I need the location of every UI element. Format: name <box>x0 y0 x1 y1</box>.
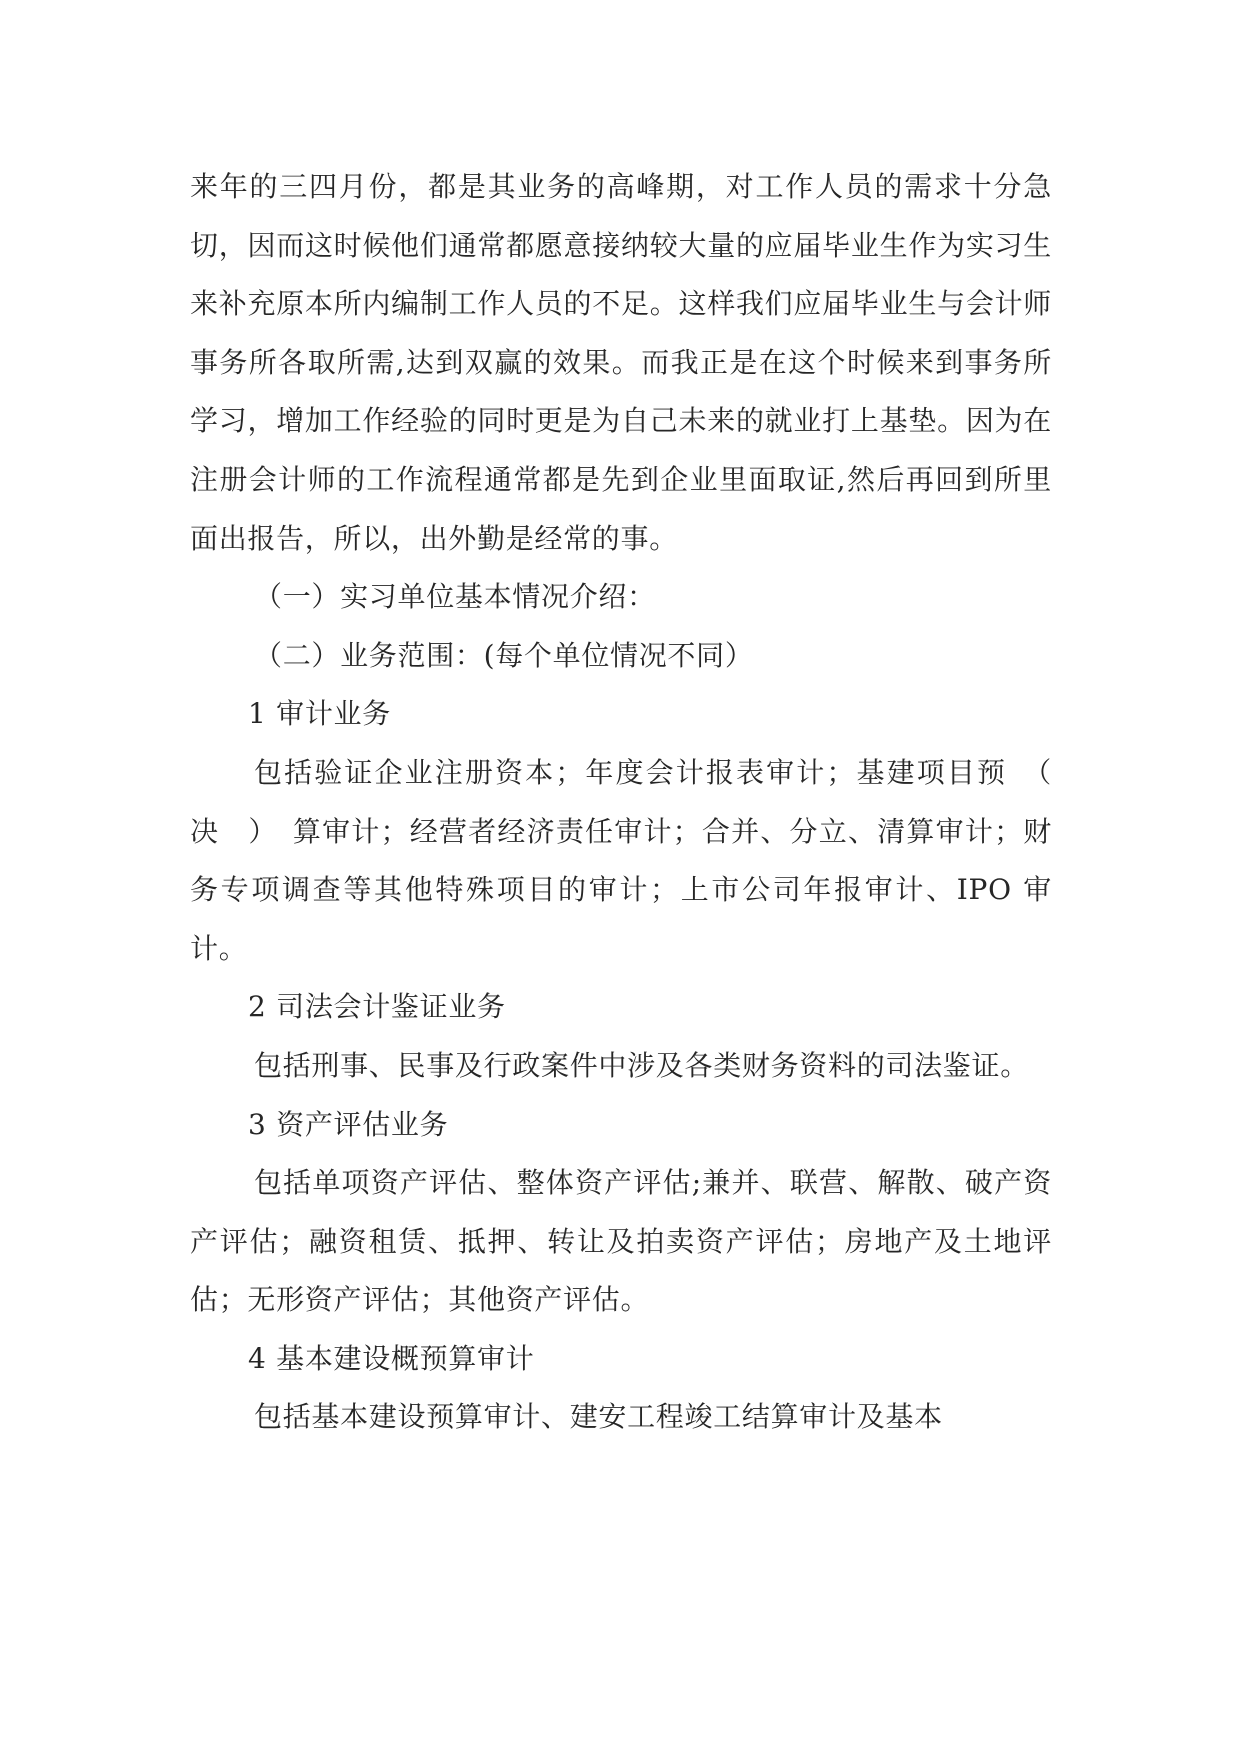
item-asset-eval-body: 包括单项资产评估、整体资产评估;兼并、联营、解散、破产资产评估；融资租赁、抵押、转让及拍卖资产评估；房地产及土地评估；无形资产评估；其他资产评估。 <box>190 1166 1052 1317</box>
item-construction-audit-body: 包括基本建设预算审计、建安工程竣工结算审计及基本 <box>254 1400 943 1434</box>
section-heading-basic-info: （一）实习单位基本情况介绍： <box>254 580 656 614</box>
item-construction-audit-title: 4 基本建设概预算审计 <box>248 1341 535 1375</box>
document-body <box>190 158 1081 1447</box>
item-audit-title: 1 审计业务 <box>248 697 391 731</box>
section-heading-business-scope: （二）业务范围：(每个单位情况不同） <box>254 638 754 672</box>
intro-paragraph: 来年的三四月份，都是其业务的高峰期，对工作人员的需求十分急切，因而这时候他们通常都愿意接纳较大量的应届毕业生作为实习生来补充原本所内编制工作人员的不足。这样我们应届毕业生与会计师事务所各取所需,达到双赢的效果。而我正是在这个时候来到事务所学习，增加工作经验的同时更是为自己未来的就业打上基垫。因为在注册会计师的工作流程通常都是先到企业里面取证,然后再回到所里面出报告，所以，出外勤是经常的事。 <box>190 170 1052 555</box>
item-judicial-body: 包括刑事、民事及行政案件中涉及各类财务资料的司法鉴证。 <box>254 1048 1029 1082</box>
item-judicial-title: 2 司法会计鉴证业务 <box>248 990 506 1024</box>
item-audit-body: 包括验证企业注册资本；年度会计报表审计；基建项目预 （ 决 ） 算审计；经营者经济责任审计；合并、分立、清算审计；财务专项调查等其他特殊项目的审计；上市公司年报审计、IPO 审计。 <box>190 755 1081 965</box>
item-asset-eval-title: 3 资产评估业务 <box>248 1107 449 1141</box>
